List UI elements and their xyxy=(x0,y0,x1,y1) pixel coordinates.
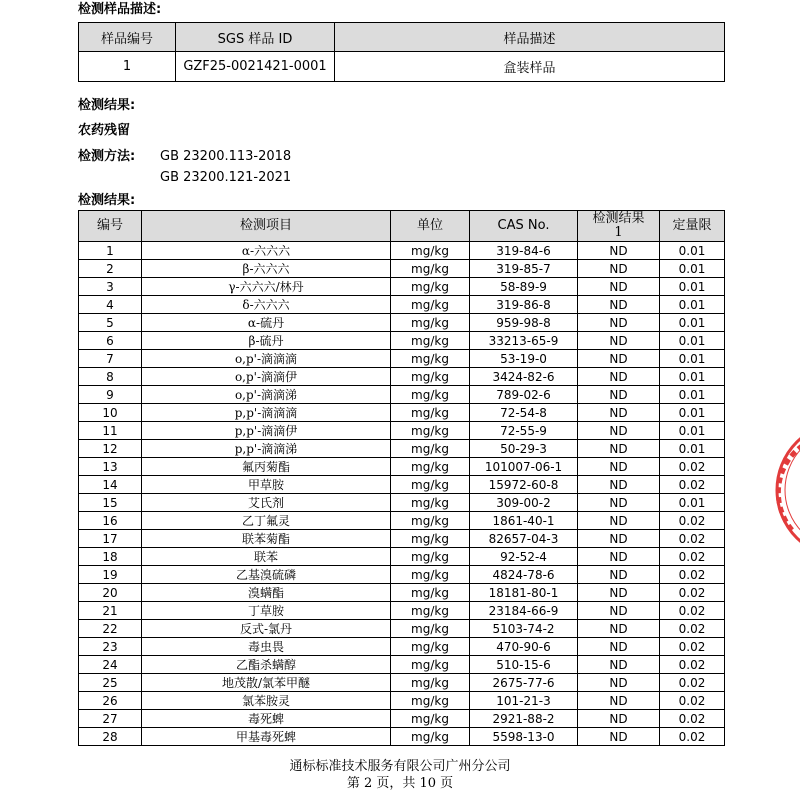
row-cas: 959-98-8 xyxy=(470,314,578,332)
sample-desc: 盒装样品 xyxy=(335,52,725,82)
row-item: 联苯菊酯 xyxy=(142,530,391,548)
row-loq: 0.01 xyxy=(660,350,725,368)
row-loq: 0.02 xyxy=(660,548,725,566)
row-result: ND xyxy=(578,494,660,512)
result-row xyxy=(79,368,725,386)
row-result: ND xyxy=(578,260,660,278)
row-no: 19 xyxy=(79,566,142,584)
result-row xyxy=(79,458,725,476)
sample-sgs-id: GZF25-0021421-0001 xyxy=(176,52,335,82)
row-no: 1 xyxy=(79,242,142,260)
row-unit: mg/kg xyxy=(391,566,470,584)
row-result: ND xyxy=(578,674,660,692)
result-row xyxy=(79,584,725,602)
results-table xyxy=(78,210,725,746)
header-no: 编号 xyxy=(79,211,142,242)
row-unit: mg/kg xyxy=(391,692,470,710)
row-no: 22 xyxy=(79,620,142,638)
row-unit: mg/kg xyxy=(391,530,470,548)
result-row xyxy=(79,278,725,296)
result-row xyxy=(79,656,725,674)
row-unit: mg/kg xyxy=(391,368,470,386)
row-item: α-六六六 xyxy=(142,242,391,260)
result-row xyxy=(79,602,725,620)
result-row xyxy=(79,728,725,746)
footer-company: 通标标准技术服务有限公司广州分公司 xyxy=(289,759,511,774)
result-row xyxy=(79,692,725,710)
result-row xyxy=(79,314,725,332)
row-unit: mg/kg xyxy=(391,584,470,602)
result-row xyxy=(79,710,725,728)
row-result: ND xyxy=(578,476,660,494)
row-no: 6 xyxy=(79,332,142,350)
row-item: 反式-氯丹 xyxy=(142,620,391,638)
row-item: δ-六六六 xyxy=(142,296,391,314)
row-unit: mg/kg xyxy=(391,476,470,494)
result-row xyxy=(79,638,725,656)
row-cas: 510-15-6 xyxy=(470,656,578,674)
row-cas: 789-02-6 xyxy=(470,386,578,404)
results-label-1: 检测结果: xyxy=(78,98,136,113)
row-result: ND xyxy=(578,278,660,296)
result-row xyxy=(79,404,725,422)
result-row xyxy=(79,242,725,260)
row-result: ND xyxy=(578,602,660,620)
row-result: ND xyxy=(578,332,660,350)
row-loq: 0.01 xyxy=(660,440,725,458)
row-cas: 2675-77-6 xyxy=(470,674,578,692)
row-item: 甲草胺 xyxy=(142,476,391,494)
row-cas: 15972-60-8 xyxy=(470,476,578,494)
row-cas: 309-00-2 xyxy=(470,494,578,512)
header-item: 检测项目 xyxy=(142,211,391,242)
header-result-line2: 1 xyxy=(614,225,623,240)
row-unit: mg/kg xyxy=(391,674,470,692)
row-loq: 0.01 xyxy=(660,314,725,332)
row-no: 26 xyxy=(79,692,142,710)
row-result: ND xyxy=(578,350,660,368)
row-item: o,p'-滴滴滴 xyxy=(142,350,391,368)
row-item: 氯苯胺灵 xyxy=(142,692,391,710)
row-loq: 0.01 xyxy=(660,404,725,422)
row-loq: 0.02 xyxy=(660,458,725,476)
row-cas: 319-84-6 xyxy=(470,242,578,260)
row-no: 8 xyxy=(79,368,142,386)
header-sample-no: 样品编号 xyxy=(79,23,176,52)
result-row xyxy=(79,440,725,458)
sample-section-title: 检测样品描述: xyxy=(78,2,162,17)
row-unit: mg/kg xyxy=(391,638,470,656)
official-seal-stamp xyxy=(770,400,800,580)
row-result: ND xyxy=(578,404,660,422)
sample-table xyxy=(78,22,725,82)
row-result: ND xyxy=(578,530,660,548)
row-cas: 470-90-6 xyxy=(470,638,578,656)
row-no: 14 xyxy=(79,476,142,494)
result-row xyxy=(79,350,725,368)
category-label: 农药残留 xyxy=(78,123,131,138)
footer-page-number: 第 2 页，共 10 页 xyxy=(346,776,454,791)
row-cas: 82657-04-3 xyxy=(470,530,578,548)
row-no: 20 xyxy=(79,584,142,602)
row-item: γ-六六六/林丹 xyxy=(142,278,391,296)
row-loq: 0.02 xyxy=(660,602,725,620)
row-item: 乙丁氟灵 xyxy=(142,512,391,530)
row-unit: mg/kg xyxy=(391,278,470,296)
row-unit: mg/kg xyxy=(391,422,470,440)
method-label: 检测方法: xyxy=(78,149,136,164)
result-row xyxy=(79,386,725,404)
row-loq: 0.01 xyxy=(660,494,725,512)
row-cas: 23184-66-9 xyxy=(470,602,578,620)
result-row xyxy=(79,530,725,548)
row-cas: 72-55-9 xyxy=(470,422,578,440)
row-loq: 0.01 xyxy=(660,278,725,296)
row-no: 15 xyxy=(79,494,142,512)
row-result: ND xyxy=(578,314,660,332)
row-item: o,p'-滴滴涕 xyxy=(142,386,391,404)
row-cas: 101007-06-1 xyxy=(470,458,578,476)
row-cas: 319-85-7 xyxy=(470,260,578,278)
row-item: 乙基溴硫磷 xyxy=(142,566,391,584)
row-result: ND xyxy=(578,584,660,602)
row-item: β-硫丹 xyxy=(142,332,391,350)
row-item: o,p'-滴滴伊 xyxy=(142,368,391,386)
row-result: ND xyxy=(578,656,660,674)
row-no: 21 xyxy=(79,602,142,620)
row-item: p,p'-滴滴伊 xyxy=(142,422,391,440)
row-unit: mg/kg xyxy=(391,458,470,476)
row-unit: mg/kg xyxy=(391,728,470,746)
row-unit: mg/kg xyxy=(391,314,470,332)
row-cas: 5598-13-0 xyxy=(470,728,578,746)
row-unit: mg/kg xyxy=(391,440,470,458)
row-cas: 4824-78-6 xyxy=(470,566,578,584)
row-result: ND xyxy=(578,440,660,458)
row-loq: 0.02 xyxy=(660,566,725,584)
row-result: ND xyxy=(578,638,660,656)
row-cas: 3424-82-6 xyxy=(470,368,578,386)
row-loq: 0.01 xyxy=(660,260,725,278)
header-cas: CAS No. xyxy=(470,211,578,242)
row-no: 17 xyxy=(79,530,142,548)
row-result: ND xyxy=(578,728,660,746)
header-sample-desc: 样品描述 xyxy=(335,23,725,52)
row-no: 4 xyxy=(79,296,142,314)
row-no: 10 xyxy=(79,404,142,422)
row-no: 2 xyxy=(79,260,142,278)
row-no: 24 xyxy=(79,656,142,674)
row-unit: mg/kg xyxy=(391,620,470,638)
row-no: 16 xyxy=(79,512,142,530)
row-result: ND xyxy=(578,692,660,710)
row-loq: 0.02 xyxy=(660,674,725,692)
row-result: ND xyxy=(578,548,660,566)
result-row xyxy=(79,548,725,566)
row-unit: mg/kg xyxy=(391,332,470,350)
row-no: 12 xyxy=(79,440,142,458)
row-item: 联苯 xyxy=(142,548,391,566)
row-cas: 50-29-3 xyxy=(470,440,578,458)
row-no: 25 xyxy=(79,674,142,692)
header-sgs-id: SGS 样品 ID xyxy=(176,23,335,52)
row-cas: 5103-74-2 xyxy=(470,620,578,638)
result-row xyxy=(79,566,725,584)
row-item: 地茂散/氯苯甲醚 xyxy=(142,674,391,692)
result-row xyxy=(79,494,725,512)
result-row xyxy=(79,260,725,278)
row-loq: 0.02 xyxy=(660,692,725,710)
result-row xyxy=(79,620,725,638)
row-item: p,p'-滴滴涕 xyxy=(142,440,391,458)
results-label-2: 检测结果: xyxy=(78,193,136,208)
row-item: 甲基毒死蜱 xyxy=(142,728,391,746)
row-cas: 33213-65-9 xyxy=(470,332,578,350)
row-cas: 319-86-8 xyxy=(470,296,578,314)
row-unit: mg/kg xyxy=(391,602,470,620)
row-loq: 0.01 xyxy=(660,296,725,314)
row-no: 23 xyxy=(79,638,142,656)
row-loq: 0.01 xyxy=(660,242,725,260)
row-cas: 58-89-9 xyxy=(470,278,578,296)
row-loq: 0.02 xyxy=(660,620,725,638)
row-loq: 0.02 xyxy=(660,512,725,530)
row-cas: 72-54-8 xyxy=(470,404,578,422)
sample-table-header-row xyxy=(79,23,725,52)
row-item: 乙酯杀螨醇 xyxy=(142,656,391,674)
sample-no: 1 xyxy=(79,52,176,82)
row-cas: 101-21-3 xyxy=(470,692,578,710)
row-no: 9 xyxy=(79,386,142,404)
row-no: 28 xyxy=(79,728,142,746)
result-row xyxy=(79,332,725,350)
row-result: ND xyxy=(578,620,660,638)
result-row xyxy=(79,674,725,692)
row-no: 18 xyxy=(79,548,142,566)
row-loq: 0.01 xyxy=(660,332,725,350)
row-no: 3 xyxy=(79,278,142,296)
row-result: ND xyxy=(578,710,660,728)
method-1: GB 23200.113-2018 xyxy=(160,149,292,164)
header-result xyxy=(578,211,660,242)
row-item: β-六六六 xyxy=(142,260,391,278)
row-item: 毒虫畏 xyxy=(142,638,391,656)
row-cas: 92-52-4 xyxy=(470,548,578,566)
row-item: 毒死蜱 xyxy=(142,710,391,728)
results-header-row xyxy=(79,211,725,242)
row-item: 丁草胺 xyxy=(142,602,391,620)
page-footer xyxy=(0,758,800,792)
row-unit: mg/kg xyxy=(391,260,470,278)
row-result: ND xyxy=(578,458,660,476)
row-unit: mg/kg xyxy=(391,350,470,368)
row-unit: mg/kg xyxy=(391,404,470,422)
row-result: ND xyxy=(578,242,660,260)
row-result: ND xyxy=(578,368,660,386)
row-no: 11 xyxy=(79,422,142,440)
row-cas: 18181-80-1 xyxy=(470,584,578,602)
row-unit: mg/kg xyxy=(391,296,470,314)
row-cas: 2921-88-2 xyxy=(470,710,578,728)
row-no: 13 xyxy=(79,458,142,476)
row-item: 氟丙菊酯 xyxy=(142,458,391,476)
row-result: ND xyxy=(578,386,660,404)
row-unit: mg/kg xyxy=(391,710,470,728)
header-unit: 单位 xyxy=(391,211,470,242)
row-loq: 0.02 xyxy=(660,584,725,602)
row-loq: 0.01 xyxy=(660,422,725,440)
row-loq: 0.02 xyxy=(660,728,725,746)
row-loq: 0.02 xyxy=(660,476,725,494)
row-result: ND xyxy=(578,566,660,584)
row-loq: 0.02 xyxy=(660,530,725,548)
row-unit: mg/kg xyxy=(391,494,470,512)
result-row xyxy=(79,512,725,530)
result-row xyxy=(79,476,725,494)
method-2: GB 23200.121-2021 xyxy=(160,170,292,185)
row-unit: mg/kg xyxy=(391,386,470,404)
row-item: 艾氏剂 xyxy=(142,494,391,512)
row-unit: mg/kg xyxy=(391,656,470,674)
row-cas: 1861-40-1 xyxy=(470,512,578,530)
row-unit: mg/kg xyxy=(391,242,470,260)
row-no: 27 xyxy=(79,710,142,728)
row-loq: 0.02 xyxy=(660,656,725,674)
row-result: ND xyxy=(578,512,660,530)
row-result: ND xyxy=(578,422,660,440)
row-result: ND xyxy=(578,296,660,314)
header-loq: 定量限 xyxy=(660,211,725,242)
row-item: 溴螨酯 xyxy=(142,584,391,602)
row-loq: 0.02 xyxy=(660,638,725,656)
row-cas: 53-19-0 xyxy=(470,350,578,368)
row-loq: 0.02 xyxy=(660,710,725,728)
row-no: 7 xyxy=(79,350,142,368)
sample-row xyxy=(79,52,725,82)
row-loq: 0.01 xyxy=(660,386,725,404)
row-loq: 0.01 xyxy=(660,368,725,386)
row-item: p,p'-滴滴滴 xyxy=(142,404,391,422)
result-row xyxy=(79,296,725,314)
row-no: 5 xyxy=(79,314,142,332)
row-item: α-硫丹 xyxy=(142,314,391,332)
result-row xyxy=(79,422,725,440)
row-unit: mg/kg xyxy=(391,548,470,566)
header-result-line1: 检测结果 xyxy=(592,211,645,226)
row-unit: mg/kg xyxy=(391,512,470,530)
